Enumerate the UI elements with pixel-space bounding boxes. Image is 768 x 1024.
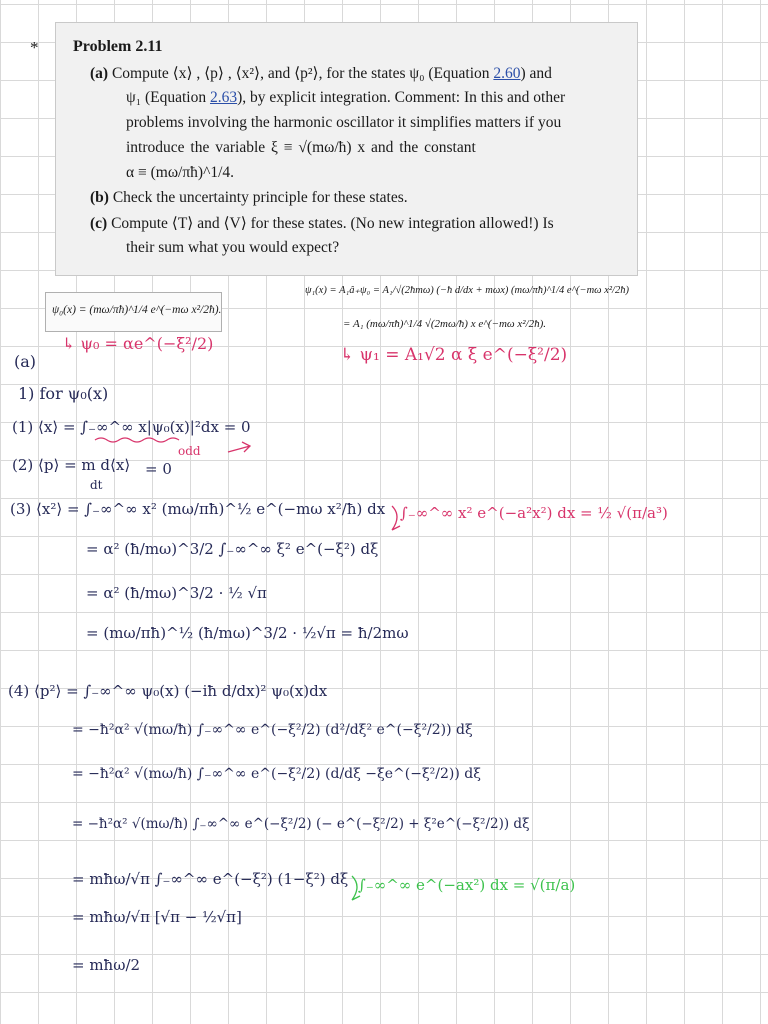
x2-step4: = (mω/πħ)^½ (ħ/mω)^3/2 · ½√π = ħ/2mω — [86, 624, 409, 642]
odd-underline-squiggle — [95, 438, 179, 442]
gaussian-moment-hint: ∫₋∞^∞ x² e^(−a²x²) dx = ½ √(π/a³) — [400, 504, 668, 522]
p2-step2: = −ħ²α² √(mω/ħ) ∫₋∞^∞ e^(−ξ²/2) (d²/dξ² e^(−ξ²/2)) dξ — [72, 722, 473, 738]
problem-title: Problem 2.11 — [73, 38, 163, 55]
part-a-line2-pre: ψ₁ (Equation — [126, 89, 210, 106]
equation-link-2-60[interactable]: 2.60 — [493, 65, 521, 82]
part-a-heading: (a) — [14, 352, 37, 371]
part-c-line2: their sum what you would expect? — [126, 239, 340, 256]
x-expectation: (1) ⟨x⟩ = ∫₋∞^∞ x|ψ₀(x)|²dx = 0 — [12, 418, 251, 436]
part-a-line2-post: ), by explicit integration. Comment: In this and other — [237, 89, 566, 106]
psi1-equation-line2: = A₁ (mω/πħ)^1/4 √(2mω/ħ) x e^(−mω x²/2ħ). — [343, 318, 547, 330]
p-expectation-denominator: dt — [90, 478, 103, 492]
star-marker: * — [30, 38, 39, 57]
part-a-label: (a) — [90, 65, 109, 82]
p2-step1: (4) ⟨p²⟩ = ∫₋∞^∞ ψ₀(x) (−iħ d/dx)² ψ₀(x)dx — [8, 682, 328, 700]
odd-annotation: odd — [178, 444, 201, 458]
p2-step4: = −ħ²α² √(mω/ħ) ∫₋∞^∞ e^(−ξ²/2) (− e^(−ξ²/2) + ξ²e^(−ξ²/2)) dξ — [72, 816, 530, 832]
x2-step3: = α² (ħ/mω)^3/2 · ½ √π — [86, 584, 267, 602]
hint-bracket-green — [352, 876, 360, 900]
part-a-line1-pre: Compute ⟨x⟩ , ⟨p⟩ , ⟨x²⟩, and ⟨p²⟩, for the states ψ₀ (Equation — [111, 65, 494, 82]
part-c-label: (c) — [90, 215, 108, 232]
x2-step2: = α² (ħ/mω)^3/2 ∫₋∞^∞ ξ² e^(−ξ²) dξ — [86, 540, 379, 558]
psi0-simplified-note: ↳ ψ₀ = αe^(−ξ²/2) — [62, 334, 214, 353]
psi0-heading: 1) for ψ₀(x) — [18, 384, 109, 403]
p-expectation: (2) ⟨p⟩ = m d⟨x⟩ — [12, 456, 131, 474]
psi0-equation: ψ₀(x) = (mω/πħ)^1/4 e^(−mω x²/2ħ). — [52, 304, 222, 316]
part-c-text1: Compute ⟨T⟩ and ⟨V⟩ for these states. (No new integration allowed!) Is — [111, 215, 554, 232]
part-b-text: Check the uncertainty principle for these states. — [112, 189, 408, 206]
hint-bracket-pink — [392, 506, 400, 530]
part-b-label: (b) — [90, 189, 109, 206]
p2-result: = mħω/2 — [72, 956, 141, 974]
part-a-line5: α ≡ (mω/πħ)^1/4. — [126, 164, 235, 181]
gaussian-integral-hint: ∫₋∞^∞ e^(−ax²) dx = √(π/a) — [358, 876, 576, 894]
psi1-equation-line1: ψ₁(x) = A₁â₊ψ₀ = A₁/√(2ħmω) (−ħ d/dx + mωx) (mω/πħ)^1/4 e^(−mω x²/2ħ) — [305, 285, 629, 296]
p-expectation-result: = 0 — [145, 460, 172, 478]
p2-step5: = mħω/√π ∫₋∞^∞ e^(−ξ²) (1−ξ²) dξ — [72, 870, 349, 888]
part-a-line1-post: ) and — [520, 65, 552, 82]
p2-step3: = −ħ²α² √(mω/ħ) ∫₋∞^∞ e^(−ξ²/2) (d/dξ −ξe^(−ξ²/2)) dξ — [72, 766, 481, 782]
equation-link-2-63[interactable]: 2.63 — [209, 89, 238, 106]
part-a-line4: introduce the variable ξ ≡ √(mω/ħ) x and the constant — [126, 139, 476, 156]
psi1-simplified-note: ↳ ψ₁ = A₁√2 α ξ e^(−ξ²/2) — [340, 345, 568, 365]
x2-step1: (3) ⟨x²⟩ = ∫₋∞^∞ x² (mω/πħ)^½ e^(−mω x²/ħ) dx — [10, 500, 386, 518]
odd-arrow — [228, 442, 250, 452]
p2-step6: = mħω/√π [√π − ½√π] — [72, 908, 242, 926]
part-a-line3: problems involving the harmonic oscillator it simplifies matters if you — [126, 114, 562, 131]
